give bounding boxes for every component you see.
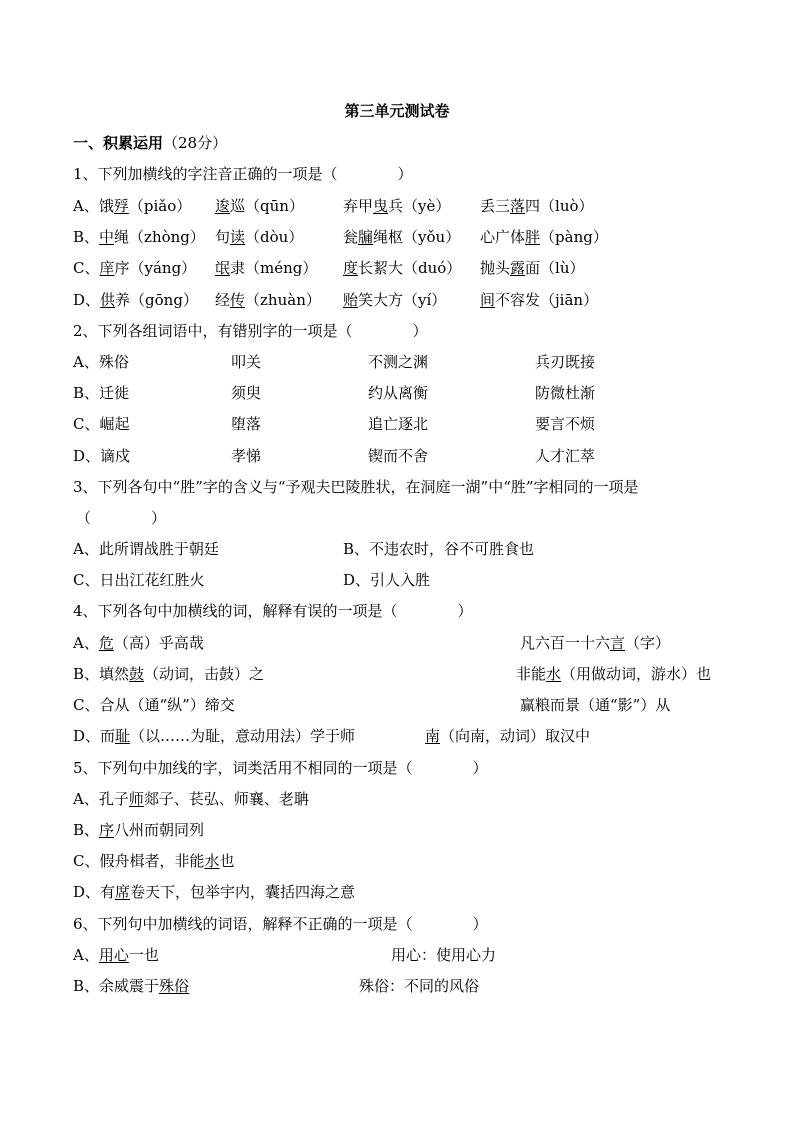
q6-b-left: B、余威震于殊俗 bbox=[73, 977, 190, 995]
q2-a-2: 叩关 bbox=[231, 353, 262, 371]
q2-a-1: A、殊俗 bbox=[73, 353, 129, 371]
q1-c-item2: 氓隶（méng） bbox=[215, 259, 318, 277]
q1-a-item3: 弃甲曳兵（yè） bbox=[343, 197, 451, 215]
q4-d-right: 南（向南，动词）取汉中 bbox=[425, 727, 591, 745]
q3-option-a: A、此所谓战胜于朝廷 bbox=[73, 540, 219, 558]
q2-c-1: C、崛起 bbox=[73, 415, 130, 433]
q1-a-item1: A、饿殍（piǎo） bbox=[73, 197, 192, 215]
q2-c-2: 堕落 bbox=[231, 415, 262, 433]
q2-c-3: 追亡逐北 bbox=[368, 415, 429, 433]
q6-a-right: 用心：使用心力 bbox=[391, 946, 497, 964]
q2-c-4: 要言不烦 bbox=[535, 415, 596, 433]
q1-c-item1: C、庠序（yáng） bbox=[73, 259, 197, 277]
q2-b-3: 约从离衡 bbox=[368, 384, 429, 402]
q2-d-2: 孝悌 bbox=[231, 447, 262, 465]
q1-c-item4: 抛头露面（lù） bbox=[480, 259, 585, 277]
q1-d-item2: 经传（zhuàn） bbox=[215, 291, 321, 309]
q5-option-b: B、序八州而朝同列 bbox=[73, 821, 205, 839]
q4-c-left: C、合从（通“纵”）缔交 bbox=[73, 696, 235, 714]
q2-b-2: 须臾 bbox=[231, 384, 262, 402]
q1-b-item1: B、中绳（zhòng） bbox=[73, 228, 205, 246]
q4-a-right: 凡六百一十六言（字） bbox=[520, 634, 671, 652]
question-6-stem: 6、下列句中加横线的词语，解释不正确的一项是（ ） bbox=[73, 915, 488, 933]
section-heading: 一、积累运用（28分） bbox=[73, 134, 228, 152]
question-2-stem: 2、下列各组词语中，有错别字的一项是（ ） bbox=[73, 322, 428, 340]
question-1-stem: 1、下列加横线的字注音正确的一项是（ ） bbox=[73, 165, 413, 183]
page-title: 第三单元测试卷 bbox=[344, 102, 450, 120]
q1-b-item2: 句读（dòu） bbox=[215, 228, 304, 246]
q2-a-4: 兵刃既接 bbox=[535, 353, 596, 371]
q2-d-1: D、谪戍 bbox=[73, 447, 131, 465]
q4-c-right: 赢粮而景（通“影”）从 bbox=[520, 696, 671, 714]
q3-option-b: B、不违农时，谷不可胜食也 bbox=[343, 540, 535, 558]
q3-option-d: D、引人入胜 bbox=[343, 571, 431, 589]
q1-a-item2: 逡巡（qūn） bbox=[215, 197, 304, 215]
q2-d-3: 锲而不舍 bbox=[368, 447, 429, 465]
q6-b-right: 殊俗：不同的风俗 bbox=[359, 977, 480, 995]
q1-b-item4: 心广体胖（pàng） bbox=[480, 228, 608, 246]
q4-a-left: A、危（高）乎高哉 bbox=[73, 634, 204, 652]
q2-d-4: 人才汇萃 bbox=[535, 447, 596, 465]
q1-a-item4: 丢三落四（luò） bbox=[480, 197, 594, 215]
q5-option-a: A、孔子师郯子、苌弘、师襄、老聃 bbox=[73, 790, 309, 808]
question-3-stem: 3、下列各句中“胜”字的含义与“予观夫巴陵胜状，在洞庭一湖”中“胜”字相同的一项是 bbox=[73, 478, 639, 496]
q2-b-4: 防微杜渐 bbox=[535, 384, 596, 402]
q2-b-1: B、迁徙 bbox=[73, 384, 130, 402]
q4-b-left: B、填然鼓（动词，击鼓）之 bbox=[73, 665, 265, 683]
q4-b-right: 非能水（用做动词，游水）也 bbox=[516, 665, 712, 683]
q5-option-d: D、有席卷天下，包举宇内，囊括四海之意 bbox=[73, 883, 356, 901]
q1-d-item1: D、供养（gōng） bbox=[73, 291, 198, 309]
q6-a-left: A、用心一也 bbox=[73, 946, 159, 964]
q2-a-3: 不测之渊 bbox=[368, 353, 429, 371]
q1-b-item3: 瓮牖绳枢（yǒu） bbox=[343, 228, 461, 246]
q3-option-c: C、日出江花红胜火 bbox=[73, 571, 205, 589]
question-3-stem-cont: （ ） bbox=[76, 509, 167, 527]
q1-d-item4: 间不容发（jiān） bbox=[480, 291, 599, 309]
question-5-stem: 5、下列句中加线的字，词类活用不相同的一项是（ ） bbox=[73, 759, 488, 777]
q1-d-item3: 贻笑大方（yí） bbox=[343, 291, 447, 309]
q4-d-left: D、而耻（以……为耻，意动用法）学于师 bbox=[73, 727, 356, 745]
q1-c-item3: 度长絜大（duó） bbox=[343, 259, 462, 277]
question-4-stem: 4、下列各句中加横线的词，解释有误的一项是（ ） bbox=[73, 602, 473, 620]
q5-option-c: C、假舟楫者，非能水也 bbox=[73, 852, 235, 870]
